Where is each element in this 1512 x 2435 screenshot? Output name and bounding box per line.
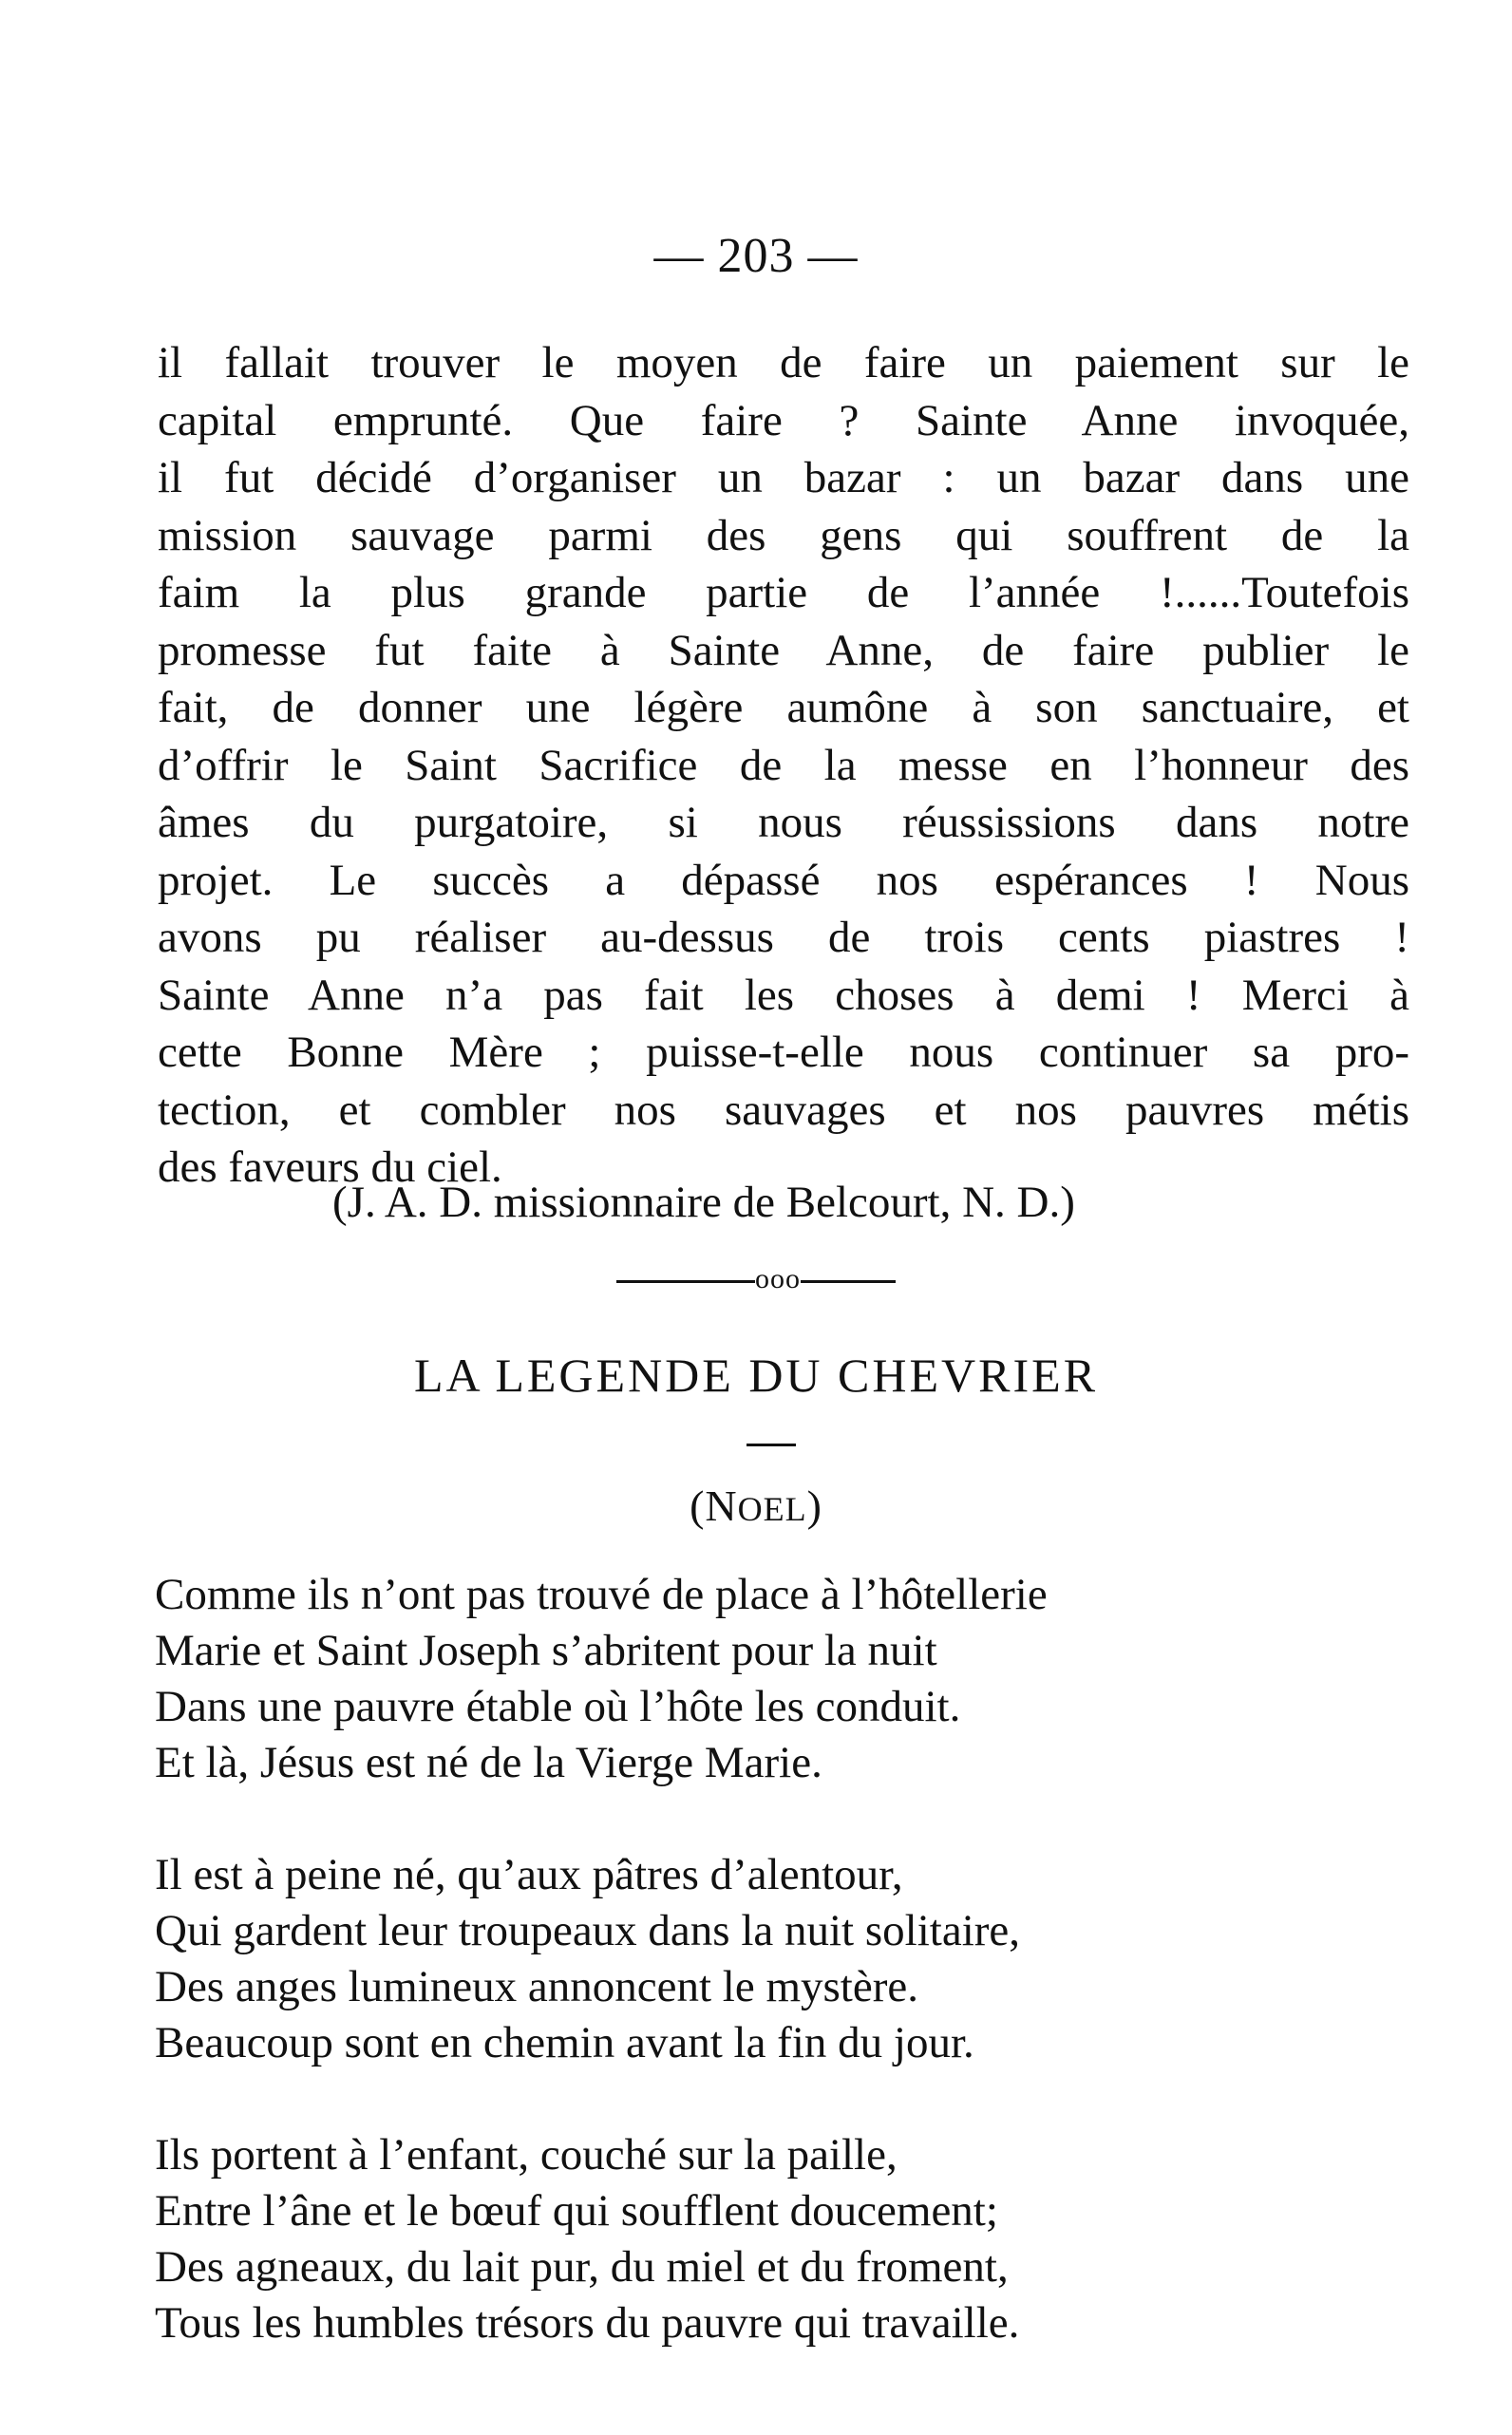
stanza xyxy=(155,1847,1048,2071)
verse-line: Marie et Saint Joseph s’abritent pour la nuit xyxy=(155,1626,937,1675)
prose-line: tection, et combler nos sauvages et nos pauvres métis xyxy=(158,1085,1409,1135)
verse-line: Des agneaux, du lait pur, du miel et du froment, xyxy=(155,2242,1009,2292)
ornament-rule-left xyxy=(616,1280,755,1283)
prose-line: capital emprunté. Que faire ? Sainte Anne invoquée, xyxy=(158,395,1409,445)
subtitle-open: (N xyxy=(690,1482,738,1530)
stanza xyxy=(155,2127,1048,2351)
poem xyxy=(155,1567,1048,2407)
verse-line: Il est à peine né, qu’aux pâtres d’alentour, xyxy=(155,1850,903,1899)
prose-line: d’offrir le Saint Sacrifice de la messe en l’honneur des xyxy=(158,740,1409,790)
signature: (J. A. D. missionnaire de Belcourt, N. D.) xyxy=(332,1178,1075,1227)
verse-line: Comme ils n’ont pas trouvé de place à l’hôtellerie xyxy=(155,1570,1048,1619)
verse-line: Beaucoup sont en chemin avant la fin du jour. xyxy=(155,2018,974,2067)
ornament-rule-right xyxy=(801,1280,896,1283)
page-number: — 203 — xyxy=(653,229,859,283)
prose-paragraph xyxy=(158,334,1409,1197)
prose-line: Sainte Anne n’a pas fait les choses à demi ! Merci à xyxy=(158,970,1409,1020)
prose-line: faim la plus grande partie de l’année !......Toutefois xyxy=(158,568,1409,617)
stanza xyxy=(155,1567,1048,1791)
verse-line: Dans une pauvre étable où l’hôte les conduit. xyxy=(155,1682,961,1731)
prose-line: fait, de donner une légère aumône à son sanctuaire, et xyxy=(158,683,1409,732)
verse-line: Et là, Jésus est né de la Vierge Marie. xyxy=(155,1738,822,1787)
verse-line: Tous les humbles trésors du pauvre qui travaille. xyxy=(155,2298,1020,2348)
prose-line: mission sauvage parmi des gens qui souffrent de la xyxy=(158,510,1409,560)
title-divider xyxy=(747,1444,796,1446)
prose-line: projet. Le succès a dépassé nos espérances ! Nous xyxy=(158,855,1409,905)
prose-line: cette Bonne Mère ; puisse-t-elle nous continuer sa pro- xyxy=(158,1028,1409,1077)
subtitle-smallcaps: OEL xyxy=(737,1490,807,1528)
verse-line: Qui gardent leur troupeaux dans la nuit solitaire, xyxy=(155,1906,1021,1955)
prose-line: âmes du purgatoire, si nous réussissions dans notre xyxy=(158,798,1409,847)
prose-line: promesse fut faite à Sainte Anne, de faire publier le xyxy=(158,625,1409,675)
prose-line: avons pu réaliser au-dessus de trois cents piastres ! xyxy=(158,913,1409,962)
verse-line: Des anges lumineux annoncent le mystère. xyxy=(155,1962,918,2011)
prose-line: il fallait trouver le moyen de faire un paiement sur le xyxy=(158,338,1409,387)
subtitle-close: ) xyxy=(806,1482,822,1530)
prose-line: des faveurs du ciel. xyxy=(158,1142,502,1192)
poem-title: LA LEGENDE DU CHEVRIER xyxy=(413,1349,1099,1402)
poem-subtitle xyxy=(0,1478,1512,1538)
prose-line: il fut décidé d’organiser un bazar : un bazar dans une xyxy=(158,453,1409,502)
section-ornament xyxy=(0,1263,1512,1295)
verse-line: Entre l’âne et le bœuf qui soufflent doucement; xyxy=(155,2186,998,2236)
verse-line: Ils portent à l’enfant, couché sur la paille, xyxy=(155,2130,898,2180)
ornament-text: ooo xyxy=(755,1263,801,1294)
